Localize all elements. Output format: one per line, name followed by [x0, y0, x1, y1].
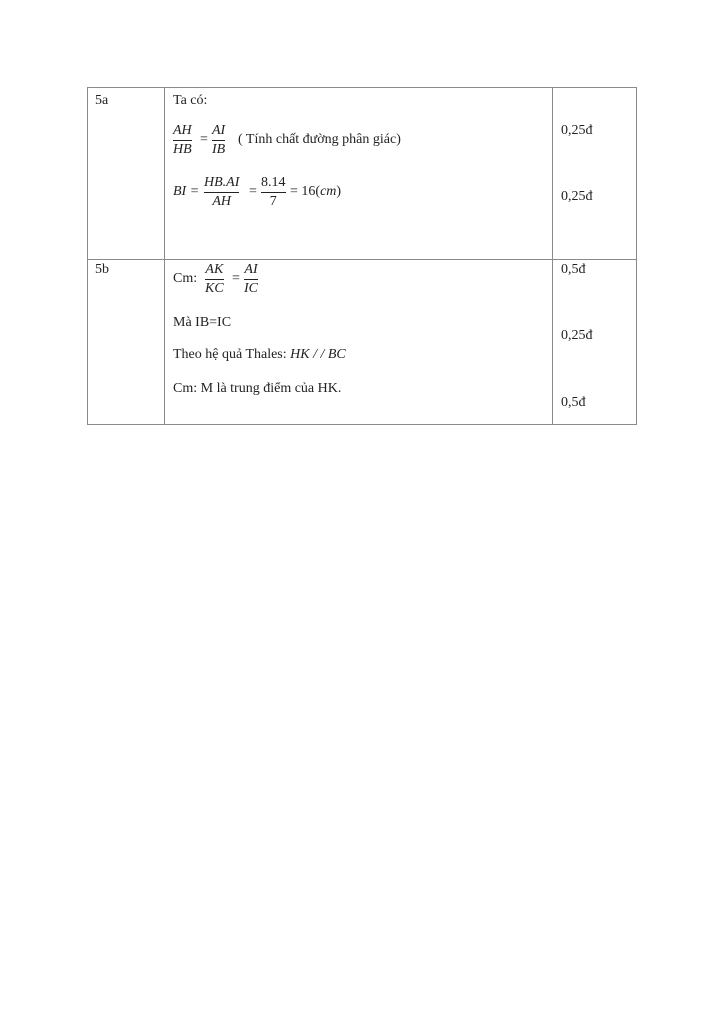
fraction-bar [212, 140, 225, 141]
cm-label: Cm: [173, 271, 198, 286]
score: 0,5đ [561, 262, 586, 277]
fraction-ak-kc [205, 262, 224, 297]
result-paren: ) [336, 184, 342, 199]
fraction-ah-hb [173, 123, 192, 158]
numerator: AI [244, 262, 258, 277]
bi-result [290, 184, 341, 200]
ib-ic-line: Mà IB=IC [173, 315, 232, 330]
result-unit: cm [320, 184, 337, 199]
column-divider [552, 87, 553, 425]
bisector-note: ( Tính chất đường phân giác) [238, 132, 401, 147]
fraction-hbai-ah [204, 175, 239, 210]
result-value: = 16( [290, 184, 321, 199]
denominator: 7 [269, 194, 277, 209]
score: 0,25đ [561, 189, 593, 204]
fraction-bar [173, 140, 192, 141]
numerator: AI [212, 123, 226, 138]
fraction-ai-ic [244, 262, 258, 297]
numerator: AH [173, 123, 192, 138]
midpoint-line: Cm: M là trung điểm của HK. [173, 381, 342, 396]
parallel-math: HK / / BC [290, 347, 346, 362]
row-divider [87, 259, 637, 260]
denominator: KC [205, 281, 224, 296]
denominator: IC [244, 281, 258, 296]
denominator: AH [212, 194, 232, 209]
equals-sign: = [232, 271, 240, 286]
table-border-left [87, 87, 88, 425]
bi-lhs: BI = [173, 184, 200, 199]
equals-sign: = [200, 132, 208, 147]
table-border-right [636, 87, 637, 425]
equals-sign: = [249, 184, 257, 199]
thales-line [173, 347, 346, 363]
numerator: AK [205, 262, 224, 277]
score: 0,25đ [561, 328, 593, 343]
column-divider [164, 87, 165, 425]
denominator: IB [212, 142, 226, 157]
fraction-bar [204, 192, 239, 193]
thales-text: Theo hệ quả Thales: [173, 347, 287, 362]
score: 0,5đ [561, 395, 586, 410]
numerator: 8.14 [261, 175, 286, 190]
answer-table [87, 87, 637, 425]
question-id: 5a [95, 93, 109, 108]
score: 0,25đ [561, 123, 593, 138]
fraction-bar [205, 279, 224, 280]
fraction-ai-ib [212, 123, 225, 158]
denominator: HB [173, 142, 192, 157]
question-id: 5b [95, 262, 109, 277]
fraction-bar [261, 192, 286, 193]
fraction-bar [244, 279, 258, 280]
intro-text: Ta có: [173, 93, 208, 108]
table-border-top [87, 87, 637, 88]
numerator: HB.AI [204, 175, 240, 190]
table-border-bottom [87, 424, 637, 425]
fraction-814-7 [261, 175, 286, 210]
